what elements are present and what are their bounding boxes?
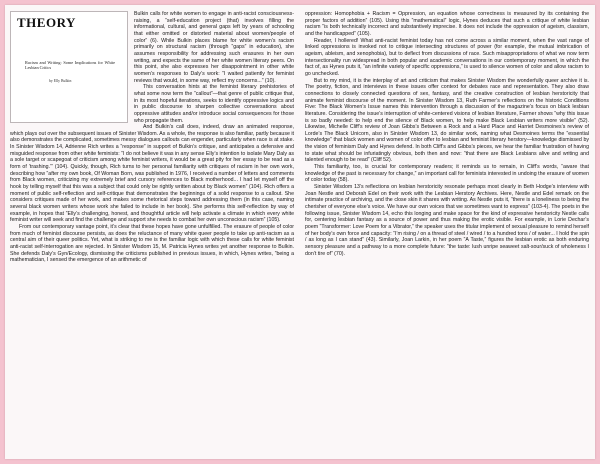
cover-title: THEORY [17, 15, 76, 30]
journal-cover-image [10, 11, 128, 123]
paragraph: This conversation hints at the feminist literary prehistories of what some now term the “callout”—that genre of public critique that, in its most hopeful iterations, seeks to identify oppressive logics and in public discourse to sharpen collective conversations about oppressive attitudes and/or introduce social consequences for those who propagate them. [134, 84, 294, 124]
paragraph: Bulkin calls for white women to engage in anti-racist consciousness-raising, a “self-education project (that) involves filling the informational, cultural, and general gaps left by years of schooling that either omitted or distorted material about women/people of color” (6). While Bulkin places blame for white women’s racism primarily on structural racism (through “gaps” in education), she assumes responsibility for addressing such erasures in her own writing, and expects the same of her white women literary peers. On this point, she also expresses her disappointment in other white women’s responses to Daly’s work: “I waited patiently for feminist reviews that would, in some way, reflect my concerns...” (10). [134, 11, 294, 84]
paragraph: Sinister Wisdom 13’s reflections on lesbian herstoricity resonate perhaps most clearly in Beth Hodge’s interview with Joan Nestle and Deborah Edel on their work with the Lesbian Herstory Archives. Here, Nestle and Edel remark on the intimate practice of archiving, and the close skin it shares with writing. As Nestle puts it, “there is a loneliness to being the cherisher of everyone else’s voice. We have our own voices that we sometimes want to express” (103-4). The poets in the following issue, Sinister Wisdom 14, echo this longing and make space for the kind of expressive herstoricity Nestle calls for, centering lesbian fantasy as a source of power and thus making the erotic visible. For example, in Lorie Dechar’s poem “Transformer: Love Poem for a Vibrator,” the speaker uses the titular implement of sexual pleasure to remind herself of her body’s own force and capacity: “I’m rising / on a thread of steel / wired / to a hundred tons / of water... I hold the spin / as long as I can stand” (43). Similarly, Joan Larkin, in her poem “A Taste,” figures the lesbian erotic as both enduring sensory pleasure and a pathway to a more complete future: “the taste: lush unripe seaweet salt-sour/suck of wholeness I don’t tire of” (70). [305, 184, 589, 257]
right-column [305, 11, 589, 257]
left-column [10, 11, 294, 264]
paragraph: oppression: Homophobia + Racism = Oppression, an equation whose correctness is measured by its containing the proper factors of addition” (105). Using this “mathematical” logic, Hynes deduces that such a critique of white lesbian racism “is both technically incorrect and substantively imprecise. It does not include the oppression of ageism, classism, and the handicapped” (105). [305, 11, 589, 37]
paragraph: Reader, I hollered! What anti-racist feminist today has not come across a similar moment, when the vast range of linked oppressions is invoked not to critique intersecting structures of power (for example, the mutual imbrication of ageism, ableism, and xenophobia), but to deflect from discussions of race. Such misappropriations of what we now term intersectionality run widespread in both popular and academic conversations in our contemporary moment, in which the fact of, as Hynes puts it, “an infinite variety of specific oppressions,” is used to silence women of color and allow racism to go unchecked. [305, 37, 589, 77]
paragraph: From our contemporary vantage point, it’s clear that these hopes have gone unfulfilled. The erasure of people of color from much of feminist discourse persists, as does the reluctance of many white queer people to take up anti-racism as a central aim of their queer politics. Yet, what is striking to me is the familiar logic with which these calls for white feminist anti-racist self-interrogation are rejected. In Sinister Wisdom 15, M. Patricia Hynes writes yet another response to Bulkin. She defends Daly’s Gyn/Ecology, dismissing the criticisms published in previous issues, in which, Hynes writes, “being a mathematician, I sensed the emergence of an arithmetic of [10, 224, 294, 264]
paragraph: But to my mind, it is the interplay of art and criticism that makes Sinister Wisdom the wonderfully queer archive it is. The poetry, fiction, and interviews in these issues offer context for debates race and representation. They also draw connections to closely connected questions of sex, fantasy, and the creative construction of lesbian herstoricity that animate feminist discourse of the moment. In Sinister Wisdom 13, Ruth Farmer’s reflections on the historic Conditions Five: The Black Women’s Issue names this intervention through a discussion of the magazine’s focus on black lesbian literature. Considering the issue’s interruption of white-centered visions of lesbian literature, Farmer shows “why this issue is so badly needed: to help end the silence of Black women, to help make Black Lesbian writers more visible” (52). Likewise, Michelle Cliff’s review of Joan Gibbs’s Between a Rock and a Hard Place and Harriet Desmoines’s review of Lorde’s The Black Unicorn, also in Sinister Wisdom 13, do similar work, naming what Desmoines terms the “essential knowledge” that black women and women of color offer to lesbian and feminist literary herstory—knowledge dismissed by the vision of feminism Daly and Hynes defend. In both Cliff’s and Gibbs’s pieces, we hear the familiar frustration of having to state what should be infuriatingly obvious, both then and now: “that there are Black Lesbians alive and writing and talented enough to be read” (Cliff 52). [305, 77, 589, 164]
cover-author: by Elly Bulkin [49, 79, 72, 83]
paragraph: This familiarity, too, is crucial for contemporary readers; it reminds us to remain, in Cliff’s words, “aware that knowledge of the past is necessary for change,” an important call for feminists interested in undoing the erasure of women of color today (58). [305, 164, 589, 184]
document-page [5, 5, 595, 459]
cover-subtitle: Racism and Writing: Some Implications for White Lesbian Critics [25, 60, 115, 71]
paragraph: And Bulkin’s call does, indeed, draw an animated response, which plays out over the subsequent issues of Sinister Wisdom. As a whole, the response is also familiar, partly because it also demonstrates the complicated, sometimes messy dialogues callouts can engender, particularly when race is at stake. In Sinister Wisdom 14, Adrienne Rich writes a “response” in support of Bulkin’s critique, and anticipates a defensive and misguided response from other white feminists: “I do not believe it was in any sense Elly’s intention to isolate Mary Daly as a sole target or scapegoat of criticism among white feminist writers, it would be a great pity for her essay to be read as a form of ‘trashing.’” (104). Quickly, though, Rich turns to her personal familiarity with critiques of racism in her own work, describing how “after my own book, Of Woman Born, was published in 1976, I received a number of letters and comments from Black women, criticizing my extremely brief and cursory references to Black motherhood... I had let myself off the hook by telling myself that this was a subject that could only be rightly written about by Black women” (104). Rich offers a moment of public self-reflection and self-critique that demonstrates the beginnings of a solid response to a callout. She considers critiques made of her work, and makes some rhetorical steps toward addressing them (in this case, naming several black women writers whose work she failed to include in her book). She performs this self-reflection by way of example, in hopes that “Elly’s challenging, honest, and thoughtful article will help activate a climate in which every white feminist writer will seek and find the challenge and support she needs to combat her own unconscious racism” (105). [10, 124, 294, 224]
